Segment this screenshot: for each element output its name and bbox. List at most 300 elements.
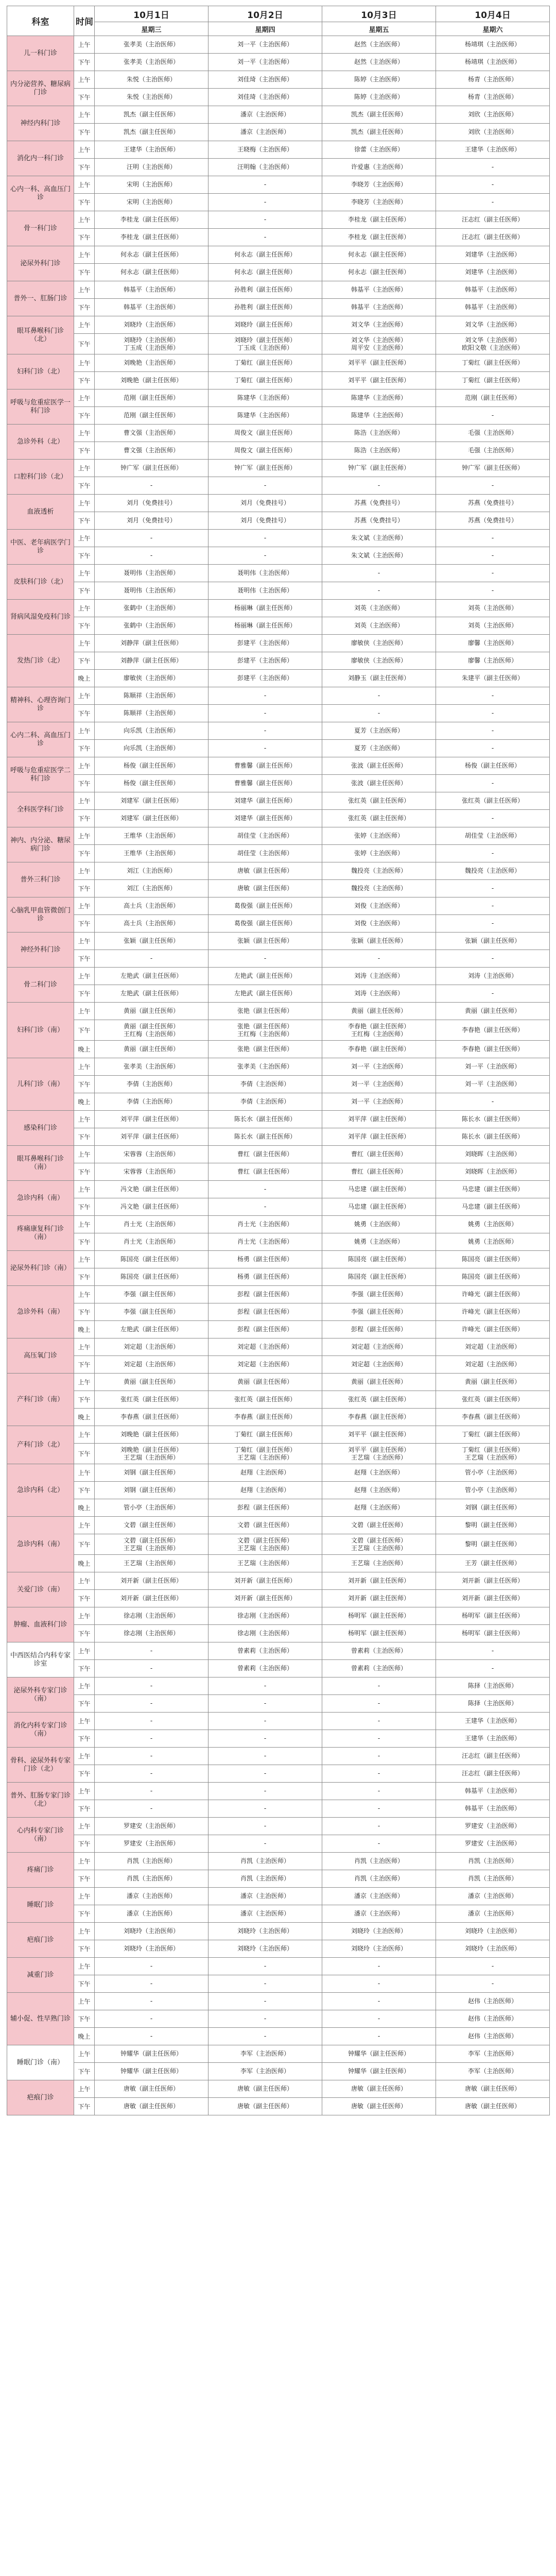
schedule-row [7,775,550,792]
doctor-name: 刘一平（主治医师） [351,1063,407,1070]
doctor-name: 刘建华（副主任医师） [234,797,296,804]
doctor-name: 罗建安（主治医师） [123,1840,179,1847]
doctor-cell [322,1905,436,1923]
doctor-name: 韩基平（主治医师） [464,303,520,311]
doctor-name: 刘建军（副主任医师） [120,815,182,822]
doctor-name: 毛强（主治医师） [467,447,517,454]
session-time: 下午 [74,845,95,862]
schedule-row [7,1517,550,1534]
doctor-name: - [377,709,380,717]
doctor-name: 廖敏侠（主治医师） [123,674,179,682]
doctor-cell [208,246,322,264]
doctor-name: - [377,1770,380,1777]
schedule-row [7,810,550,827]
doctor-cell [322,687,436,705]
doctor-name: 韩基平（主治医师） [123,286,179,293]
schedule-row [7,1338,550,1356]
doctor-cell [208,36,322,54]
doctor-cell [436,1409,550,1426]
doctor-cell [208,670,322,687]
doctor-cell [436,334,550,354]
doctor-name: 汪志红（副主任医师） [461,1770,524,1777]
doctor-cell [322,2063,436,2080]
doctor-cell [208,1058,322,1076]
doctor-name: 唐敏（副主任医师） [351,2085,407,2092]
session-time: 晚上 [74,2028,95,2045]
doctor-name: - [264,1185,267,1193]
doctor-name: 陈国亮（副主任医师） [348,1256,410,1263]
doctor-cell [95,1058,208,1076]
doctor-name: 刘定超（主治医师） [123,1361,179,1368]
session-time: 下午 [74,1198,95,1216]
doctor-name: 肖凯（主治医师） [354,1875,404,1882]
doctor-cell [322,1730,436,1748]
doctor-name: 毛强（主治医师） [467,429,517,436]
doctor-name: 朱建平（副主任医师） [461,674,524,682]
doctor-name: 杨靖琪（主治医师） [464,41,520,48]
doctor-cell [436,775,550,792]
doctor-cell [95,687,208,705]
doctor-name: 张鹤中（主治医师） [123,622,179,629]
doctor-cell [436,1426,550,1444]
doctor-name: 陈建华（主治医师） [237,412,293,419]
doctor-name: 彭建平（主治医师） [237,674,293,682]
date-header: 10月2日 [208,6,322,22]
doctor-name: 丁菊红（副主任医师） [234,359,296,366]
session-time: 下午 [74,740,95,757]
schedule-row [7,950,550,968]
doctor-cell [322,299,436,316]
doctor-name: 刘晓玲（副主任医师） [234,321,296,328]
doctor-name: - [264,727,267,734]
session-time: 上午 [74,1853,95,1870]
doctor-name: 葛俊强（副主任医师） [234,902,296,909]
doctor-name: 杨勇（副主任医师） [237,1273,293,1280]
doctor-cell [208,1555,322,1572]
doctor-cell [208,740,322,757]
doctor-cell [208,845,322,862]
doctor-cell [322,194,436,211]
doctor-cell [95,1818,208,1835]
doctor-name: 李春艳（副主任医师） 王红梅（主治医师） [348,1022,410,1038]
doctor-name: 刘晓玲（主治医师） [351,1927,407,1935]
session-time: 晚上 [74,1555,95,1572]
doctor-cell [208,968,322,985]
doctor-cell [208,792,322,810]
session-time: 上午 [74,1338,95,1356]
doctor-cell [208,2080,322,2098]
session-time: 下午 [74,1800,95,1818]
schedule-row [7,495,550,512]
doctor-name: - [377,1787,380,1794]
doctor-name: - [264,233,267,241]
doctor-cell [322,547,436,565]
doctor-cell [95,1870,208,1888]
doctor-cell [208,582,322,600]
doctor-cell [436,1958,550,1975]
session-time: 上午 [74,1818,95,1835]
schedule-row [7,1181,550,1198]
doctor-name: 马忠建（副主任医师） [348,1185,410,1193]
doctor-name: 彭程（副主任医师） [237,1326,293,1333]
doctor-cell [208,54,322,71]
session-time: 上午 [74,1181,95,1198]
doctor-cell [322,1923,436,1940]
doctor-name: 范刚（副主任医师） [464,394,520,401]
doctor-name: 刘晓玲（主治医师） [237,1927,293,1935]
doctor-name: 刘江（主治医师） [126,885,176,892]
doctor-name: 陈顺祥（主治医师） [123,709,179,717]
doctor-name: - [491,1647,494,1654]
session-time: 下午 [74,1444,95,1464]
doctor-name: 李桂龙（副主任医师） [348,216,410,223]
doctor-cell [95,334,208,354]
doctor-cell [208,1128,322,1146]
doctor-cell [322,1128,436,1146]
doctor-name: 丁菊红（副主任医师） [461,1431,524,1438]
doctor-name: 李军（主治医师） [240,2050,290,2057]
doctor-name: 刘晓玲（主治医师） [464,1945,520,1952]
schedule-wrapper [7,6,549,2115]
schedule-row [7,1216,550,1233]
doctor-cell [208,71,322,89]
schedule-row [7,1695,550,1713]
doctor-cell [322,1800,436,1818]
doctor-cell [208,862,322,880]
session-time: 上午 [74,600,95,617]
doctor-name: 唐敏（副主任医师） [123,2103,179,2110]
session-time: 上午 [74,211,95,229]
doctor-cell [322,757,436,775]
department-name: 儿一科门诊 [7,36,74,71]
schedule-row [7,1198,550,1216]
doctor-cell [208,2028,322,2045]
doctor-cell [322,1677,436,1695]
schedule-row [7,2045,550,2063]
doctor-cell [208,1958,322,1975]
doctor-name: 刘钢（副主任医师） [123,1469,179,1476]
doctor-name: 刘晓玲（主治医师） [123,1927,179,1935]
schedule-row [7,1146,550,1163]
doctor-cell [436,1482,550,1499]
doctor-name: - [491,1962,494,1970]
doctor-cell [95,1642,208,1660]
session-time: 上午 [74,1111,95,1128]
doctor-name: 肖凯（主治医师） [467,1857,517,1865]
doctor-cell [436,1940,550,1958]
doctor-name: 朱文斌（主治医师） [351,552,407,559]
doctor-name: 刘一平（主治医师） [237,58,293,65]
doctor-cell [95,2063,208,2080]
doctor-cell [208,1905,322,1923]
doctor-name: - [264,534,267,541]
doctor-cell [95,740,208,757]
doctor-cell [322,407,436,425]
doctor-name: - [377,1997,380,2005]
doctor-name: 彭程（副主任医师） [237,1291,293,1298]
department-name: 中西医结合内科专家诊室 [7,1642,74,1677]
session-time: 上午 [74,968,95,985]
doctor-name: 刘晓玲（主治医师） [237,1945,293,1952]
doctor-cell [322,1642,436,1660]
doctor-name: - [491,198,494,206]
schedule-row [7,229,550,246]
doctor-cell [436,194,550,211]
schedule-row [7,334,550,354]
session-time: 上午 [74,1286,95,1303]
doctor-cell [208,1642,322,1660]
doctor-cell [95,194,208,211]
doctor-name: 范刚（副主任医师） [123,412,179,419]
doctor-name: 刘平萍（副主任医师） [120,1115,182,1123]
doctor-name: - [264,692,267,699]
doctor-name: 刘俊（主治医师） [354,920,404,927]
doctor-name: 肖凯（主治医师） [126,1875,176,1882]
doctor-name: 杨俊（副主任医师） [464,762,520,769]
schedule-row [7,635,550,652]
doctor-name: 高士兵（主治医师） [123,902,179,909]
session-time: 上午 [74,354,95,372]
doctor-name: 韩基平（主治医师） [351,286,407,293]
doctor-name: 刘一平（主治医师） [237,41,293,48]
department-name: 疤痕门诊 [7,1923,74,1958]
department-name: 产科门诊（北） [7,1426,74,1464]
doctor-cell [208,89,322,106]
schedule-row [7,1464,550,1482]
doctor-cell [95,1888,208,1905]
doctor-name: 何永志（副主任医师） [120,268,182,276]
doctor-name: 刘佳琦（主治医师） [237,93,293,100]
session-time: 下午 [74,1905,95,1923]
doctor-name: 刘晓玲（主治医师） [123,321,179,328]
department-name: 急诊外科（南） [7,1286,74,1338]
doctor-cell [208,316,322,334]
doctor-name: 李强（副主任医师） [351,1291,407,1298]
doctor-name: - [491,850,494,857]
doctor-name: - [150,1997,153,2005]
session-time: 下午 [74,1695,95,1713]
doctor-cell [436,565,550,582]
doctor-name: - [150,534,153,541]
doctor-cell [436,389,550,407]
session-time: 上午 [74,1993,95,2010]
schedule-row [7,264,550,281]
doctor-name: 汪志红（副主任医师） [461,1752,524,1759]
doctor-name: - [491,482,494,489]
doctor-cell [208,1607,322,1625]
doctor-cell [322,635,436,652]
doctor-name: 刘定超（主治医师） [237,1361,293,1368]
doctor-cell [436,1730,550,1748]
schedule-row [7,246,550,264]
doctor-cell [95,495,208,512]
doctor-name: 黎明（副主任医师） [464,1521,520,1529]
doctor-name: - [264,1787,267,1794]
doctor-cell [95,1555,208,1572]
doctor-cell [208,1482,322,1499]
doctor-name: 高士兵（主治医师） [123,920,179,927]
doctor-cell [436,1660,550,1677]
doctor-cell [95,1499,208,1517]
doctor-cell [95,1268,208,1286]
doctor-cell [208,880,322,897]
doctor-name: 张颖（副主任医师） [464,937,520,944]
doctor-cell [436,1163,550,1181]
doctor-name: - [264,482,267,489]
doctor-name: 丁菊红（副主任医师） [461,377,524,384]
doctor-name: 刘一平（主治医师） [464,1063,520,1070]
doctor-cell [322,933,436,950]
doctor-cell [95,565,208,582]
schedule-row [7,106,550,124]
doctor-name: 廖敏侠（主治医师） [351,639,407,647]
doctor-cell [208,547,322,565]
doctor-name: 胡佳莹（主治医师） [237,832,293,839]
doctor-cell [322,1076,436,1093]
doctor-name: 黄丽（副主任医师） [123,1378,179,1385]
doctor-cell [436,880,550,897]
doctor-name: 潘京（主治医师） [240,111,290,118]
doctor-cell [95,1713,208,1730]
doctor-cell [208,1163,322,1181]
schedule-row [7,845,550,862]
doctor-cell [436,1748,550,1765]
doctor-name: - [377,1700,380,1707]
doctor-name: 徐蕾（主治医师） [354,146,404,153]
doctor-cell [95,389,208,407]
doctor-cell [208,1748,322,1765]
doctor-cell [95,1853,208,1870]
doctor-cell [436,985,550,1003]
doctor-name: 刘晓玲（副主任医师） 丁玉成（主治医师） [234,336,296,351]
doctor-name: 许峰光（副主任医师） [461,1308,524,1315]
doctor-name: 张艳（副主任医师） [237,1045,293,1053]
doctor-cell [436,299,550,316]
department-name: 普外、肛肠专家门诊（北） [7,1783,74,1818]
doctor-cell [95,582,208,600]
doctor-name: - [150,1717,153,1724]
schedule-row [7,1923,550,1940]
doctor-cell [322,582,436,600]
doctor-name: 杨丽琳（副主任医师） [234,622,296,629]
doctor-name: 韩基平（主治医师） [123,303,179,311]
session-time: 下午 [74,1940,95,1958]
doctor-name: 刘定超（主治医师） [351,1343,407,1350]
doctor-cell [208,194,322,211]
doctor-cell [208,1374,322,1391]
doctor-cell [436,933,550,950]
doctor-name: 肖士光（主治医师） [237,1238,293,1245]
doctor-cell [208,1713,322,1730]
doctor-cell [208,985,322,1003]
doctor-name: 刘晓晖（主治医师） [464,1168,520,1175]
doctor-cell [436,1517,550,1534]
session-time: 下午 [74,229,95,246]
schedule-row [7,124,550,141]
doctor-cell [436,1128,550,1146]
doctor-cell [95,1800,208,1818]
doctor-name: 陈国亮（副主任医师） [461,1256,524,1263]
doctor-name: 刘晓玲（主治医师） [123,1945,179,1952]
doctor-name: - [150,955,153,962]
doctor-cell [208,1041,322,1058]
doctor-name: 曹红（副主任医师） [351,1168,407,1175]
doctor-cell [95,1835,208,1853]
session-time: 下午 [74,652,95,670]
doctor-cell [208,407,322,425]
doctor-name: 宋蓉蓉（主治医师） [123,1168,179,1175]
doctor-name: - [377,1752,380,1759]
doctor-cell [322,1499,436,1517]
doctor-cell [208,264,322,281]
doctor-cell [436,477,550,495]
doctor-cell [208,2098,322,2115]
doctor-cell [95,810,208,827]
schedule-row [7,740,550,757]
doctor-name: - [491,955,494,962]
doctor-cell [322,176,436,194]
doctor-cell [208,722,322,740]
doctor-cell [322,1251,436,1268]
doctor-cell [436,810,550,827]
doctor-name: - [150,1682,153,1689]
doctor-name: 韩基平（主治医师） [464,1787,520,1794]
schedule-row [7,1128,550,1146]
doctor-cell [322,1572,436,1590]
doctor-cell [208,1020,322,1041]
schedule-row [7,1374,550,1391]
doctor-cell [208,1695,322,1713]
doctor-cell [436,1286,550,1303]
doctor-name: 张艳（副主任医师） [237,1007,293,1014]
schedule-row [7,1765,550,1783]
doctor-name: 陈国亮（副主任医师） [120,1256,182,1263]
doctor-cell [322,862,436,880]
doctor-cell [322,54,436,71]
schedule-row [7,1041,550,1058]
doctor-name: - [491,181,494,188]
doctor-name: 何永志（副主任医师） [348,268,410,276]
department-name: 泌尿外科专家门诊（南） [7,1677,74,1713]
doctor-cell [208,933,322,950]
doctor-name: - [264,709,267,717]
doctor-cell [208,1321,322,1338]
doctor-name: - [491,990,494,997]
doctor-cell [95,1128,208,1146]
doctor-cell [436,124,550,141]
doctor-name: 陈建华（主治医师） [351,394,407,401]
doctor-cell [208,389,322,407]
doctor-cell [208,1111,322,1128]
doctor-cell [95,2098,208,2115]
doctor-cell [208,1303,322,1321]
doctor-cell [208,757,322,775]
weekday-header: 星期五 [322,22,436,36]
department-name: 普外三科门诊 [7,862,74,897]
doctor-name: 朱悦（主治医师） [126,93,176,100]
doctor-name: 陈长水（副主任医师） [461,1133,524,1140]
doctor-name: 姚勇（主治医师） [467,1221,517,1228]
doctor-name: 刘月（免费挂号） [240,517,290,524]
doctor-cell [208,1517,322,1534]
doctor-cell [95,1534,208,1555]
schedule-row [7,460,550,477]
doctor-cell [208,1356,322,1374]
doctor-cell [322,565,436,582]
department-name: 急诊内科（北） [7,1464,74,1517]
doctor-cell [95,757,208,775]
doctor-cell [322,442,436,460]
